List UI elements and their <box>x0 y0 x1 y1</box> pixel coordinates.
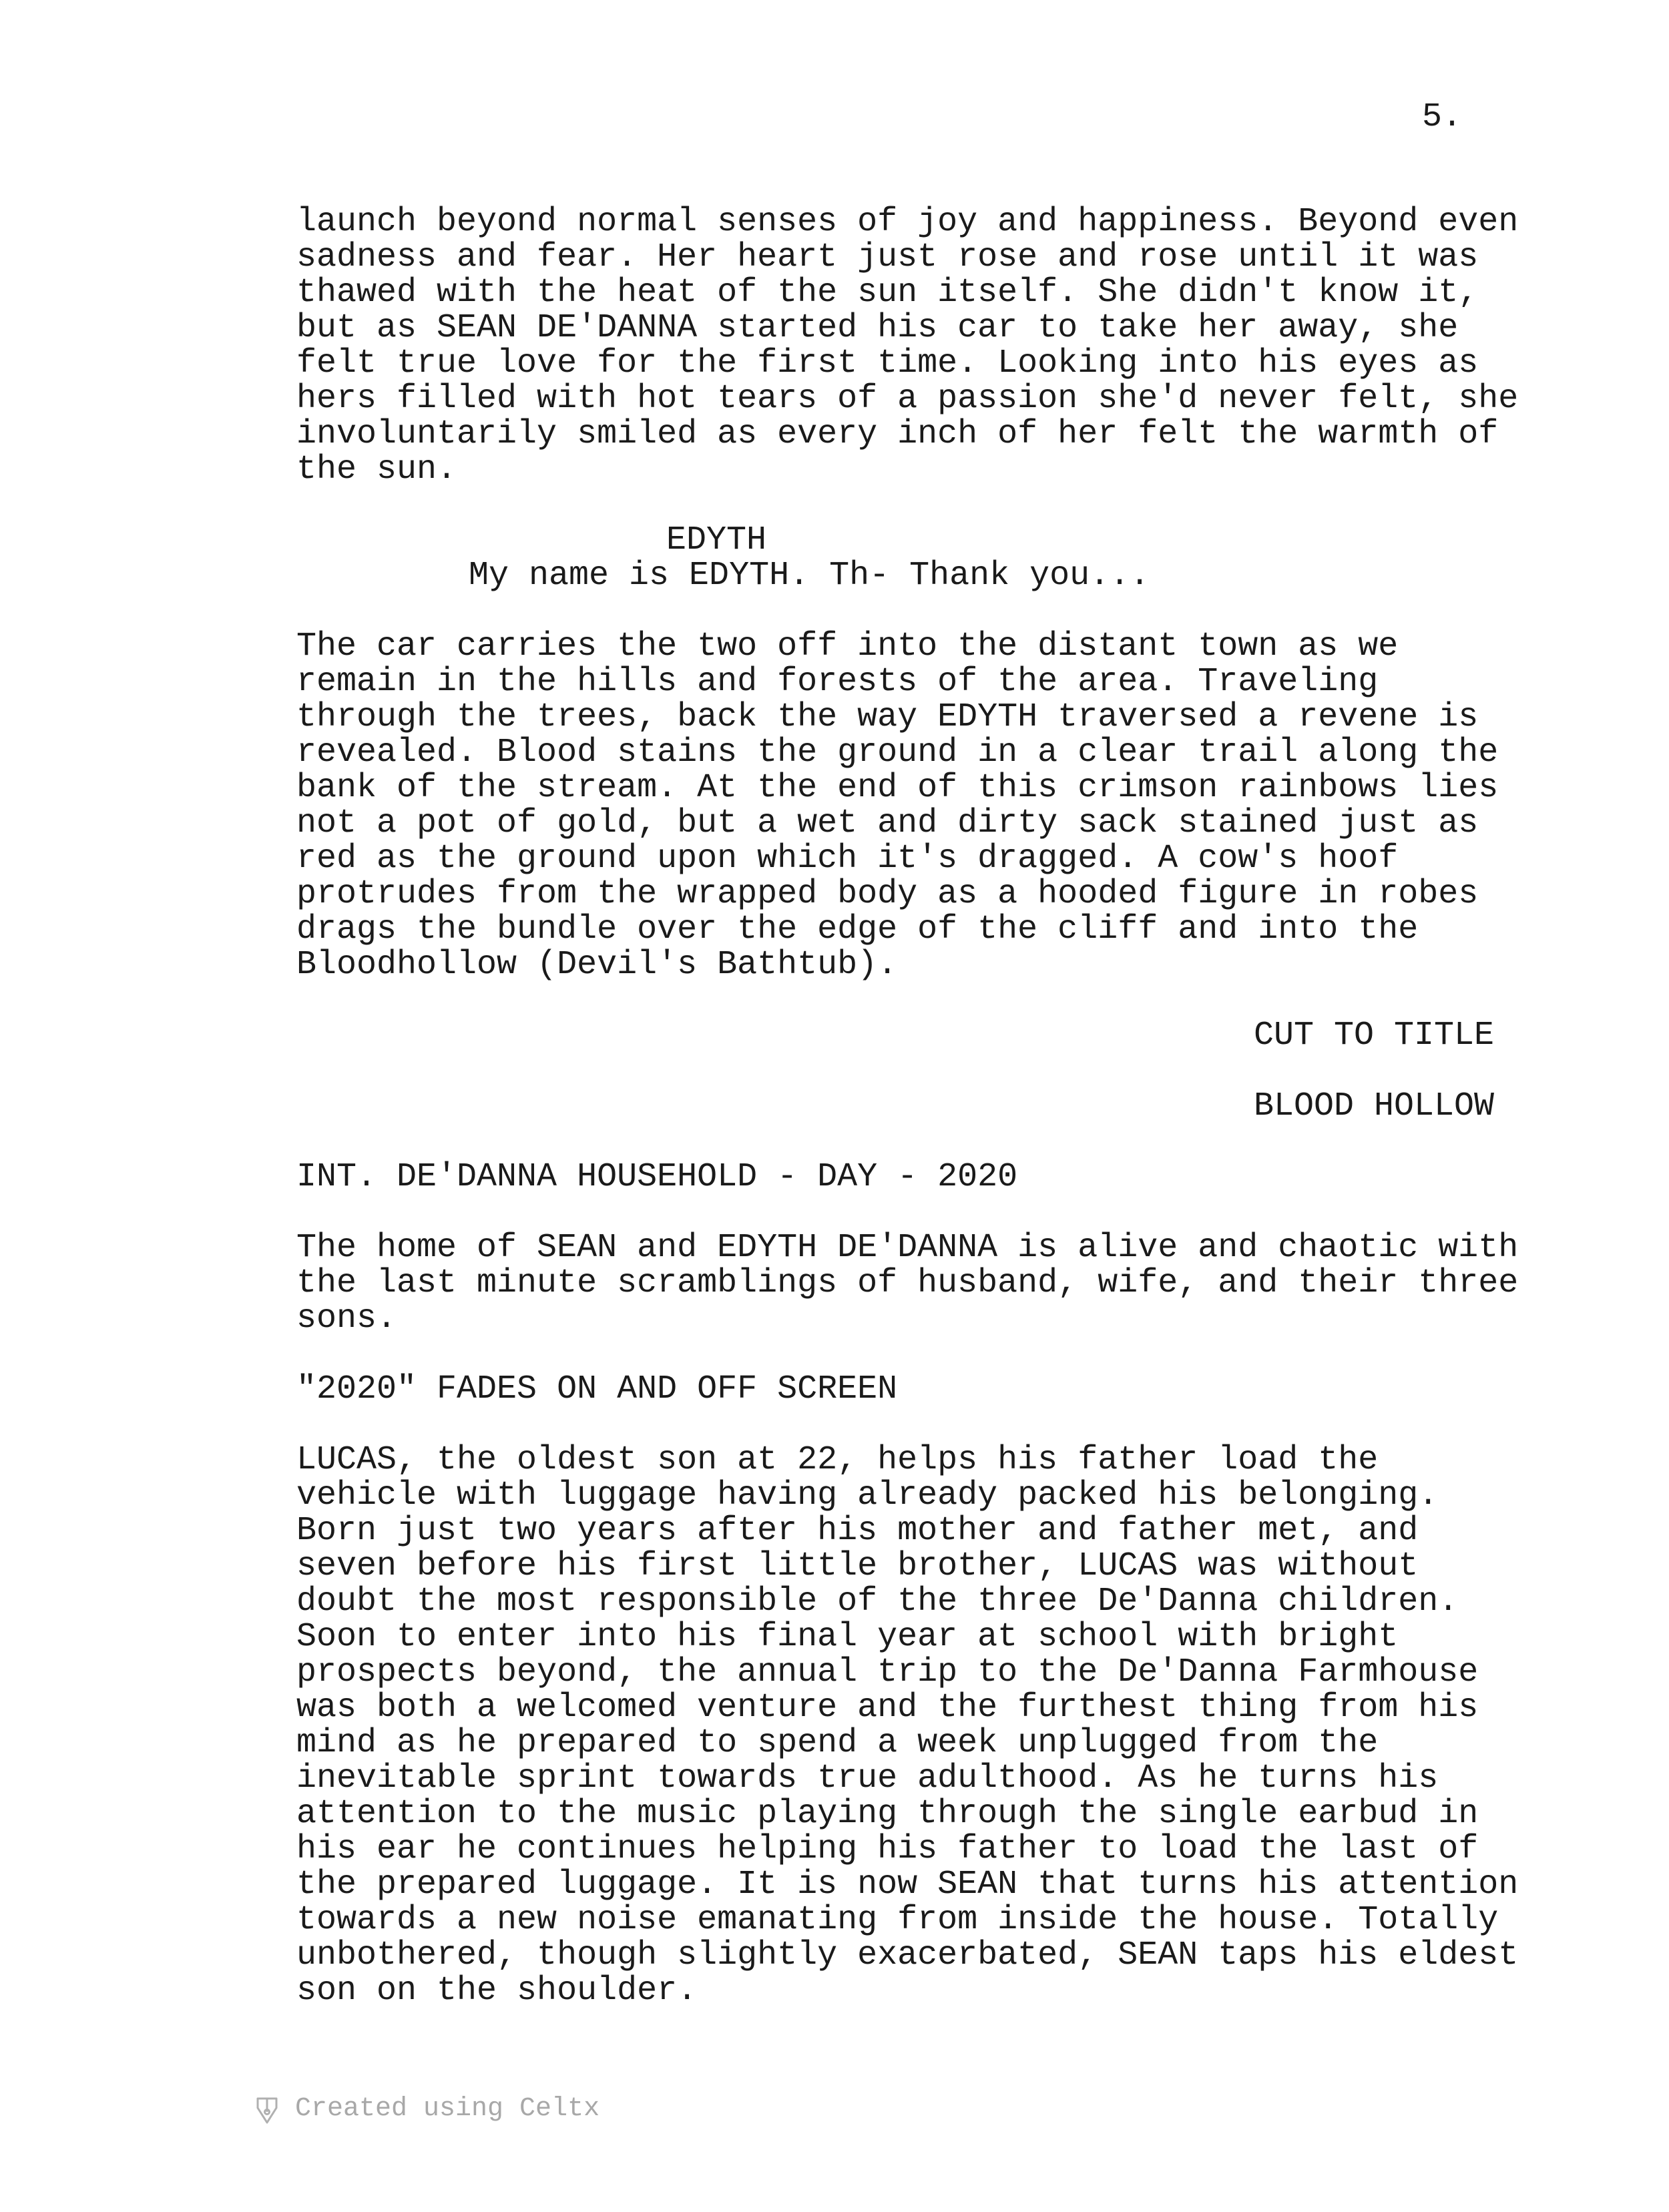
action-line: towards a new noise emanating from inside the house. Totally <box>296 1901 1499 1939</box>
action-line: "2020" FADES ON AND OFF SCREEN <box>296 1370 898 1408</box>
scene-heading: INT. DE'DANNA HOUSEHOLD - DAY - 2020 <box>296 1158 1018 1196</box>
action-line: the sun. <box>296 451 457 489</box>
action-line: through the trees, back the way EDYTH traversed a revene is <box>296 698 1479 736</box>
action-line: remain in the hills and forests of the area. Traveling <box>296 663 1379 701</box>
action-line: involuntarily smiled as every inch of her felt the warmth of <box>296 415 1499 453</box>
action-line: felt true love for the first time. Looking into his eyes as <box>296 344 1479 382</box>
action-line: his ear he continues helping his father to load the last of <box>296 1830 1479 1868</box>
page-number: 5. <box>1422 98 1463 136</box>
transition: CUT TO TITLE <box>1254 1017 1495 1055</box>
pen-nib-icon <box>252 2095 282 2127</box>
transition: BLOOD HOLLOW <box>1254 1087 1495 1125</box>
action-line: son on the shoulder. <box>296 1972 698 2010</box>
action-line: the prepared luggage. It is now SEAN that turns his attention <box>296 1866 1519 1904</box>
action-line: seven before his first little brother, LUCAS was without <box>296 1547 1419 1585</box>
action-line: mind as he prepared to spend a week unplugged from the <box>296 1724 1379 1762</box>
action-line: vehicle with luggage having already packed his belonging. <box>296 1476 1439 1514</box>
action-line: LUCAS, the oldest son at 22, helps his father load the <box>296 1441 1379 1479</box>
action-line: revealed. Blood stains the ground in a clear trail along the <box>296 734 1499 772</box>
action-line: hers filled with hot tears of a passion she'd never felt, she <box>296 380 1519 418</box>
action-line: prospects beyond, the annual trip to the De'Danna Farmhouse <box>296 1653 1479 1691</box>
action-line: was both a welcomed venture and the furthest thing from his <box>296 1689 1479 1727</box>
action-line: red as the ground upon which it's dragged. A cow's hoof <box>296 840 1399 878</box>
action-line: protrudes from the wrapped body as a hooded figure in robes <box>296 875 1479 913</box>
action-line: sons. <box>296 1300 397 1338</box>
action-line: inevitable sprint towards true adulthood. As he turns his <box>296 1759 1439 1798</box>
action-line: launch beyond normal senses of joy and happiness. Beyond even <box>296 203 1519 241</box>
action-line: Born just two years after his mother and father met, and <box>296 1512 1419 1550</box>
action-line: doubt the most responsible of the three De'Danna children. <box>296 1583 1459 1621</box>
action-line: not a pot of gold, but a wet and dirty sack stained just as <box>296 804 1479 842</box>
footer-text: Created using Celtx <box>295 2094 600 2124</box>
action-line: Bloodhollow (Devil's Bathtub). <box>296 946 898 984</box>
action-line: bank of the stream. At the end of this crimson rainbows lies <box>296 769 1499 807</box>
action-line: sadness and fear. Her heart just rose and rose until it was <box>296 238 1479 276</box>
action-line: thawed with the heat of the sun itself. She didn't know it, <box>296 274 1479 312</box>
dialogue-line: My name is EDYTH. Th- Thank you... <box>469 557 1150 595</box>
action-line: The home of SEAN and EDYTH DE'DANNA is alive and chaotic with <box>296 1229 1519 1267</box>
action-line: drags the bundle over the edge of the cliff and into the <box>296 910 1419 948</box>
action-line: the last minute scramblings of husband, wife, and their three <box>296 1264 1519 1302</box>
action-line: unbothered, though slightly exacerbated, SEAN taps his eldest <box>296 1936 1519 1974</box>
action-line: but as SEAN DE'DANNA started his car to take her away, she <box>296 309 1459 347</box>
action-line: attention to the music playing through the single earbud in <box>296 1795 1479 1833</box>
footer <box>252 2094 600 2212</box>
action-line: Soon to enter into his final year at school with bright <box>296 1618 1399 1656</box>
action-line: The car carries the two off into the distant town as we <box>296 627 1399 665</box>
character-name: EDYTH <box>666 521 767 559</box>
